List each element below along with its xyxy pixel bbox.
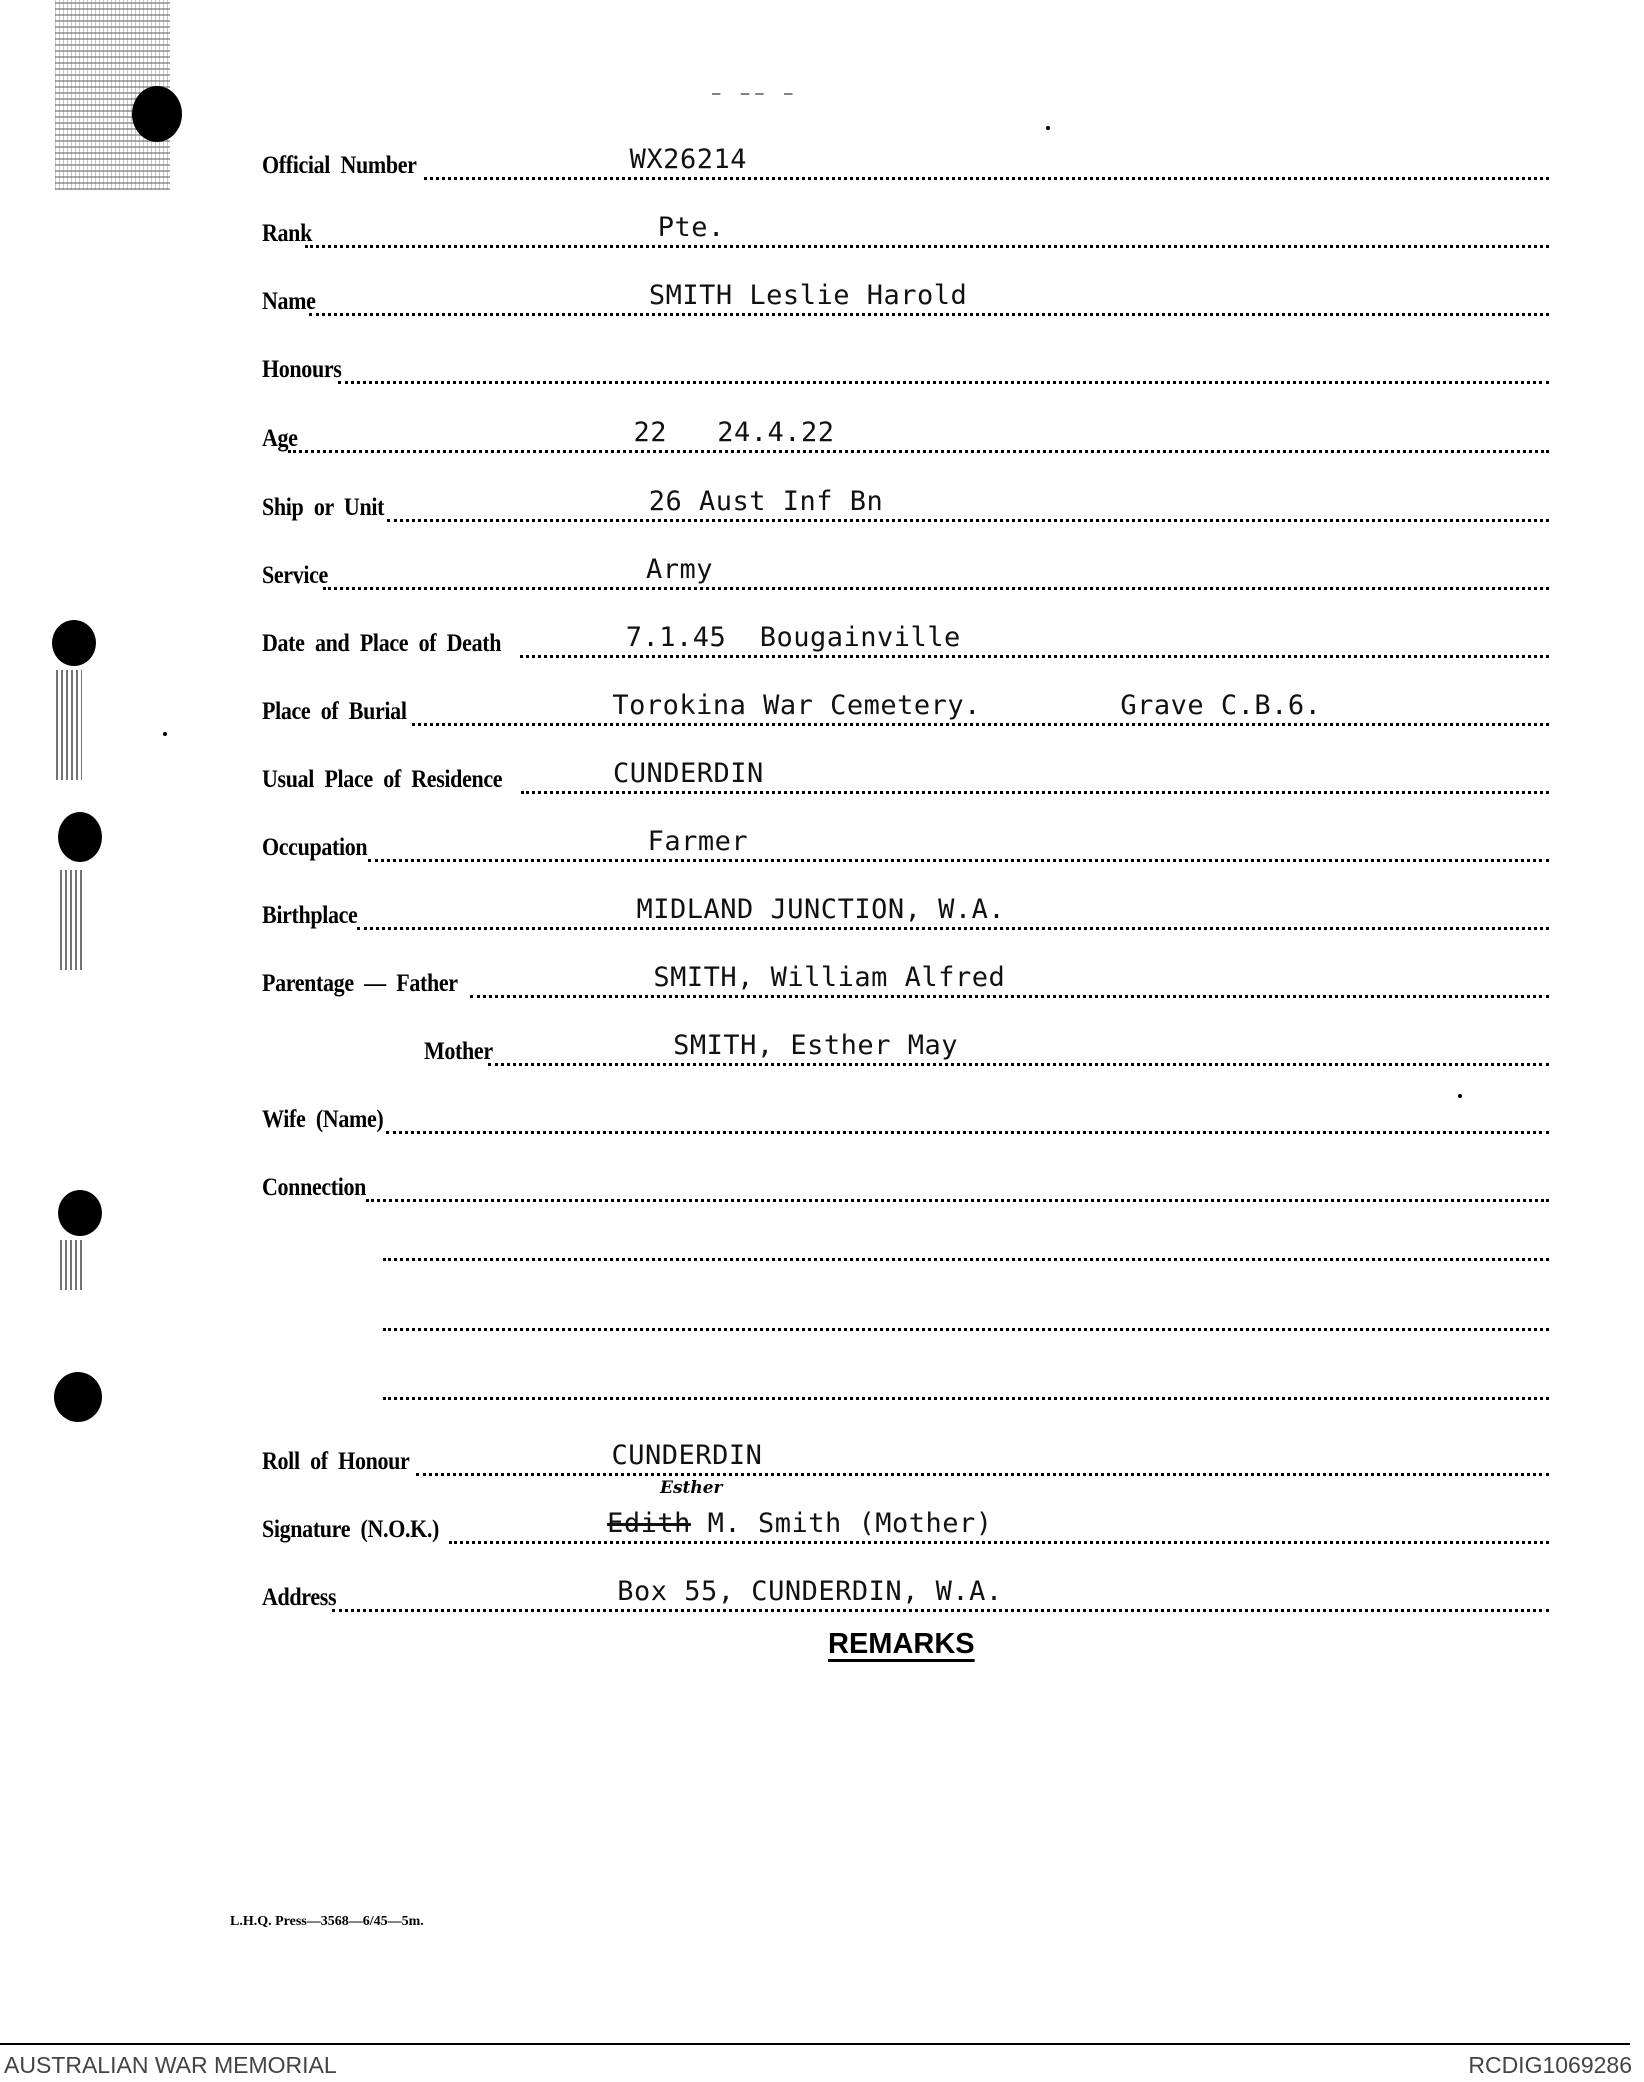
field-mother [488, 1027, 1549, 1066]
label-age: Age [262, 425, 298, 452]
row-place-of-burial [262, 686, 1549, 726]
field-signature-nok [449, 1505, 1549, 1544]
value-address: Box 55, CUNDERDIN, W.A. [617, 1576, 1003, 1607]
speck [163, 732, 167, 736]
label-place-of-burial: Place of Burial [262, 698, 407, 725]
field-birthplace [357, 891, 1550, 930]
row-father [262, 958, 1549, 998]
nok-handwritten-correction: Esther [660, 1478, 723, 1498]
value-age: 22 24.4.22 [633, 417, 835, 448]
value-rank: Pte. [657, 212, 725, 243]
value-date-place-death: 7.1.45 Bougainville [625, 622, 961, 653]
field-father [470, 959, 1549, 998]
scan-smudge [60, 1240, 84, 1290]
field-official-number [424, 141, 1549, 180]
row-connection [262, 1162, 1549, 1202]
row-date-place-death [262, 618, 1549, 658]
speck [1046, 126, 1050, 130]
printer-imprint: L.H.Q. Press—3568—6/45—5m. [230, 1914, 424, 1929]
field-address [332, 1573, 1549, 1612]
label-wife: Wife (Name) [262, 1106, 384, 1133]
value-grave: Grave C.B.6. [1120, 690, 1322, 721]
field-connection [366, 1163, 1549, 1202]
footer-record-id: RCDIG1069286 [1468, 2052, 1632, 2078]
label-address: Address [262, 1584, 337, 1611]
value-official-number: WX26214 [629, 144, 747, 175]
row-age [262, 413, 1549, 453]
value-place-of-burial: Torokina War Cemetery. [612, 690, 981, 721]
row-address [262, 1572, 1549, 1612]
value-signature: M. Smith (Mother) [707, 1508, 993, 1539]
signature-nok [607, 1508, 992, 1539]
row-signature-nok [262, 1504, 1549, 1544]
label-honours: Honours [262, 356, 342, 383]
field-ship-or-unit [387, 483, 1549, 522]
field-service [323, 551, 1549, 590]
label-ship-or-unit: Ship or Unit [262, 494, 385, 521]
label-name: Name [262, 288, 316, 315]
row-ship-or-unit [262, 482, 1549, 522]
value-father: SMITH, William Alfred [653, 962, 1006, 993]
label-occupation: Occupation [262, 834, 368, 861]
row-residence [262, 754, 1549, 794]
label-father: Parentage — Father [262, 970, 458, 997]
label-official-number: Official Number [262, 152, 417, 179]
connection-blank-line [383, 1325, 1549, 1331]
field-wife [386, 1095, 1549, 1134]
remarks-heading: REMARKS [828, 1628, 975, 1660]
punch-hole [132, 86, 182, 142]
label-signature-nok: Signature (N.O.K.) [262, 1516, 439, 1543]
label-rank: Rank [262, 220, 312, 247]
row-official-number [262, 140, 1549, 180]
value-ship-or-unit: 26 Aust Inf Bn [648, 486, 884, 517]
label-mother: Mother [424, 1038, 493, 1065]
row-mother [424, 1026, 1549, 1066]
value-signature-struck: Edith [607, 1508, 691, 1539]
top-marks: — —— — [712, 86, 799, 102]
punch-hole [52, 620, 96, 666]
connection-blank-line [383, 1255, 1549, 1261]
value-birthplace: MIDLAND JUNCTION, W.A. [636, 894, 1006, 925]
punch-hole [58, 812, 102, 862]
field-residence [521, 755, 1549, 794]
field-age [288, 414, 1549, 453]
value-occupation: Farmer [647, 826, 749, 857]
label-birthplace: Birthplace [262, 902, 358, 929]
field-roll-of-honour [416, 1437, 1549, 1476]
field-honours [338, 345, 1549, 384]
label-service: Service [262, 562, 328, 589]
label-date-place-death: Date and Place of Death [262, 630, 502, 657]
row-occupation [262, 822, 1549, 862]
field-rank [305, 209, 1549, 248]
label-residence: Usual Place of Residence [262, 766, 503, 793]
label-connection: Connection [262, 1174, 367, 1201]
row-service [262, 550, 1549, 590]
scan-smudge [60, 870, 82, 970]
row-wife [262, 1094, 1549, 1134]
footer-rule [0, 2043, 1630, 2045]
connection-blank-line [383, 1394, 1549, 1400]
value-residence: CUNDERDIN [612, 758, 764, 789]
field-date-place-death [520, 619, 1549, 658]
row-birthplace [262, 890, 1549, 930]
field-name [309, 277, 1549, 316]
punch-hole [54, 1372, 102, 1422]
row-honours [262, 344, 1549, 384]
row-rank [262, 208, 1549, 248]
punch-hole [58, 1190, 102, 1236]
label-roll-of-honour: Roll of Honour [262, 1448, 410, 1475]
row-name [262, 276, 1549, 316]
field-place-of-burial [412, 687, 1549, 726]
value-roll-of-honour: CUNDERDIN [611, 1440, 763, 1471]
row-roll-of-honour [262, 1436, 1549, 1476]
value-name: SMITH Leslie Harold [648, 280, 968, 311]
value-service: Army [645, 554, 713, 585]
footer-archive-name: AUSTRALIAN WAR MEMORIAL [4, 2052, 337, 2078]
value-mother: SMITH, Esther May [673, 1030, 958, 1061]
field-occupation [368, 823, 1549, 862]
scan-smudge [56, 670, 82, 780]
